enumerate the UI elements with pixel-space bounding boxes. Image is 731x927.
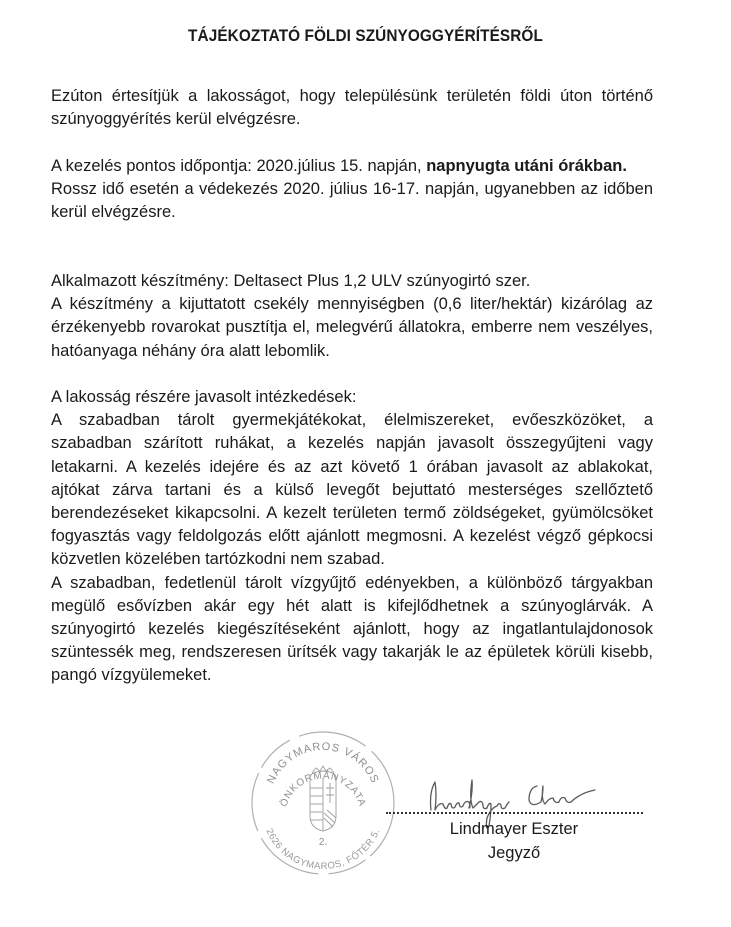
schedule-paragraph [51, 155, 653, 225]
signer-name: Lindmayer Eszter [449, 820, 579, 838]
schedule-time-emphasis: napnyugta utáni órákban. [426, 157, 627, 175]
schedule-text [51, 155, 653, 178]
official-stamp [248, 728, 398, 878]
intro-paragraph [51, 85, 653, 131]
product-paragraph [51, 270, 653, 363]
measures-paragraph [51, 386, 653, 688]
signature-line [386, 812, 643, 814]
measures-heading: A lakosság részére javasolt intézkedések: [51, 388, 357, 406]
schedule-rain-text: Rossz idő esetén a védekezés 2020. július 16-17. napján, ugyanebben az időben kerül elvégzésre. [51, 180, 653, 222]
intro-text: Ezúton értesítjük a lakosságot, hogy településünk területén földi úton történő szúnyoggyérítés kerül elvégzésre. [51, 87, 653, 129]
stamp-top-text: NAGYMAROS VÁROS [265, 740, 381, 786]
measures-text-2: A szabadban, fedetlenül tárolt vízgyűjtő edényekben, a különböző tárgyakban megülő esővízben akár egy hét alatt is kifejlődhetnek a szúnyoglárvák. A szúnyogirtó kezelés kiegészítéseként ajánlott, hogy az ingatlantulajdonosok szüntessék meg, rendszeresen ürítsék vagy takarják le az épületek körüli kisebb, pangó vízgyülemeket. [51, 573, 653, 685]
stamp-number: 2. [318, 837, 328, 848]
measures-text-1: A szabadban tárolt gyermekjátékokat, élelmiszereket, evőeszközöket, a szabadban szárított ruhákat, a kezelés napján javasolt összegyűjteni vagy letakarni. A kezelés idejére és az azt követő 1 órában javasolt az ablakokat, ajtókat zárva tartani és a külső levegőt bejuttató mesterséges szellőztető berendezéseket kikapcsolni. A kezelt területen termő zöldségeket, gyümölcsöket fogyasztás vagy feldolgozás előtt ajánlott megmosni. A kezelést végző gépkocsi közvetlen közelében tartózkodni nem szabad. [51, 411, 653, 569]
schedule-date-text: A kezelés pontos időpontja: 2020.július 15. napján, [51, 157, 427, 175]
document-title: TÁJÉKOZTATÓ FÖLDI SZÚNYOGGYÉRÍTÉSRŐL [188, 27, 543, 45]
stamp-inner-text: ÖNKORMÁNYZATA [278, 770, 368, 809]
product-name-text: Alkalmazott készítmény: Deltasect Plus 1,2 ULV szúnyogirtó szer. [51, 272, 531, 290]
product-info-text: A készítmény a kijuttatott csekély mennyiségben (0,6 liter/hektár) kizárólag az érzékenyebb rovarokat pusztítja el, melegvérű állatokra, emberre nem veszélyes, hatóanyaga néhány óra alatt lebomlik. [51, 295, 653, 360]
signer-role: Jegyző [487, 844, 541, 862]
stamp-bottom-text: 2626 NAGYMAROS, FŐTÉR 5. [263, 827, 383, 873]
